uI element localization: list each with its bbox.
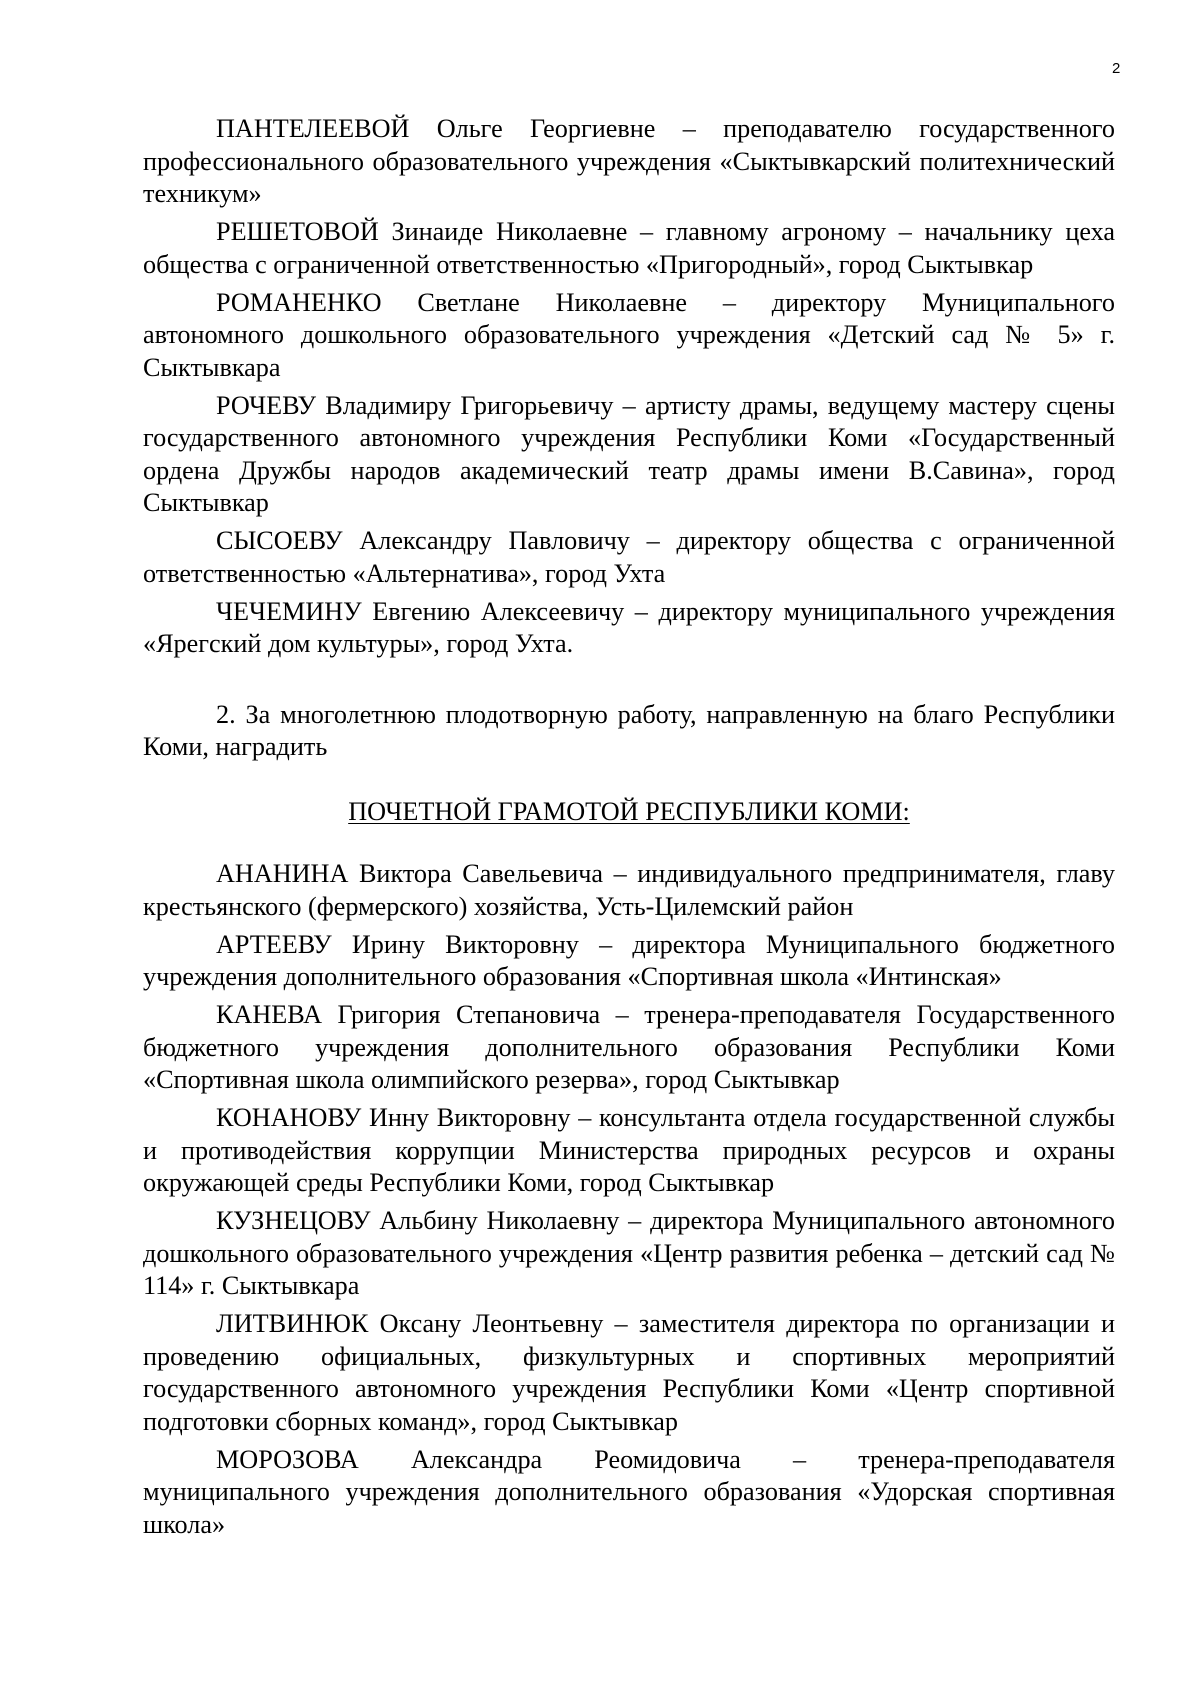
award-entry: РОЧЕВУ Владимиру Григорьевичу – артисту драмы, ведущему мастеру сцены государственного автономного учреждения Республики Коми «Государственный ордена Дружбы народов академический театр драмы имени В.Савина», город Сыктывкар bbox=[143, 390, 1115, 517]
award-entry: АНАНИНА Виктора Савельевича – индивидуального предпринимателя, главу крестьянского (фермерского) хозяйства, Усть-Цилемский район bbox=[143, 859, 1115, 921]
document-body bbox=[143, 113, 1115, 1541]
award-entry: КАНЕВА Григория Степановича – тренера-преподавателя Государственного бюджетного учреждения дополнительного образования Республики Коми «Спортивная школа олимпийского резерва», город Сыктывкар bbox=[143, 1000, 1115, 1094]
award-entry: СЫСОЕВУ Александру Павловичу – директору общества с ограниченной ответственностью «Альтернатива», город Ухта bbox=[143, 526, 1115, 588]
section-intro: 2. За многолетнюю плодотворную работу, направленную на благо Республики Коми, наградить bbox=[143, 699, 1115, 761]
award-entry: ЛИТВИНЮК Оксану Леонтьевну – заместителя директора по организации и проведению официальных, физкультурных и спортивных мероприятий государственного автономного учреждения Республики Коми «Центр спортивной подготовки сборных команд», город Сыктывкар bbox=[143, 1309, 1115, 1436]
award-entry: ПАНТЕЛЕЕВОЙ Ольге Георгиевне – преподавателю государственного профессионального образовательного учреждения «Сыктывкарский политехнический техникум» bbox=[143, 114, 1115, 208]
award-entry: МОРОЗОВА Александра Реомидовича – тренера-преподавателя муниципального учреждения дополнительного образования «Удорская спортивная школа» bbox=[143, 1444, 1115, 1539]
award-title: ПОЧЕТНОЙ ГРАМОТОЙ РЕСПУБЛИКИ КОМИ: bbox=[348, 796, 910, 826]
page-number: 2 bbox=[1112, 60, 1121, 77]
award-entry: КОНАНОВУ Инну Викторовну – консультанта отдела государственной службы и противодействия коррупции Министерства природных ресурсов и охраны окружающей среды Республики Коми, город Сыктывкар bbox=[143, 1103, 1115, 1197]
award-entry: АРТЕЕВУ Ирину Викторовну – директора Муниципального бюджетного учреждения дополнительного образования «Спортивная школа «Интинская» bbox=[143, 929, 1115, 991]
award-entry: ЧЕЧЕМИНУ Евгению Алексеевичу – директору муниципального учреждения «Ярегский дом культуры», город Ухта. bbox=[143, 596, 1115, 658]
award-entry: РЕШЕТОВОЙ Зинаиде Николаевне – главному агроному – начальнику цеха общества с ограниченной ответственностью «Пригородный», город Сыктывкар bbox=[143, 217, 1115, 279]
award-entry: КУЗНЕЦОВУ Альбину Николаевну – директора Муниципального автономного дошкольного образовательного учреждения «Центр развития ребенка – детский сад № 114» г. Сыктывкара bbox=[143, 1206, 1115, 1300]
award-entry: РОМАНЕНКО Светлане Николаевне – директору Муниципального автономного дошкольного образовательного учреждения «Детский сад № 5» г. Сыктывкара bbox=[143, 287, 1115, 382]
